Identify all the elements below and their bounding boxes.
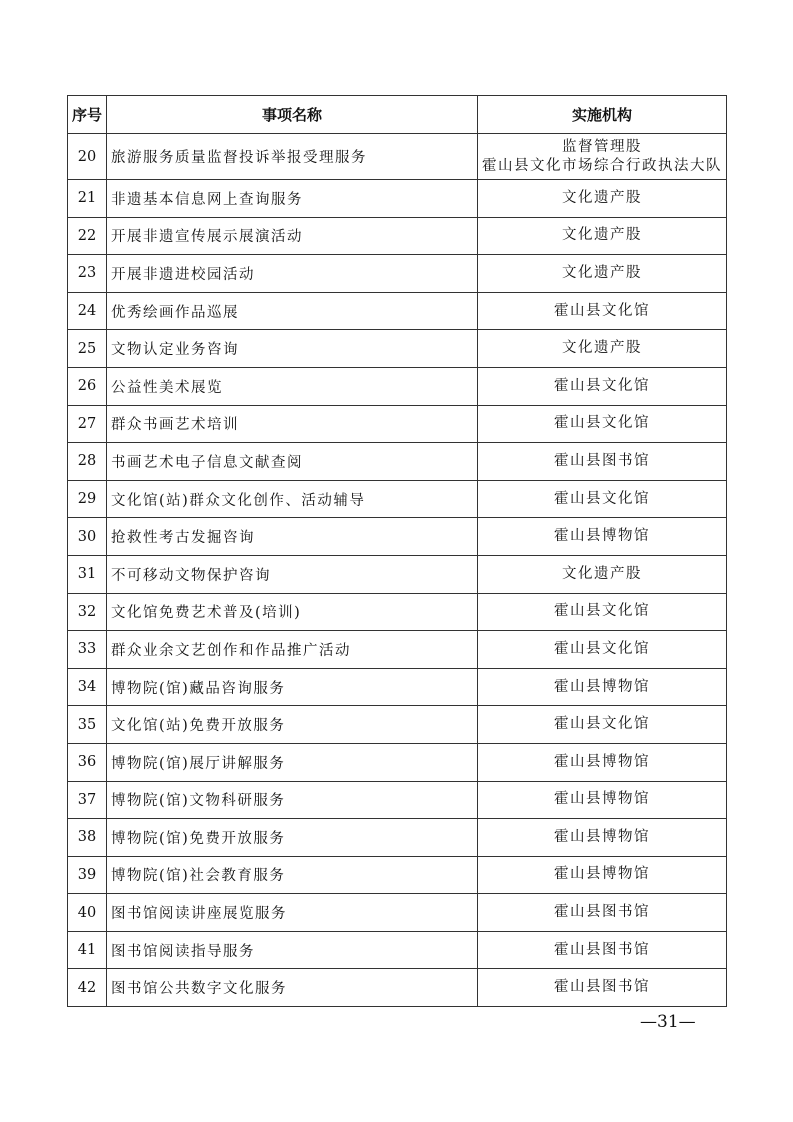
agency-cell [478,367,727,405]
serial-number-cell: 21 [68,180,107,218]
item-name-cell: 开展非遗进校园活动 [107,255,478,293]
serial-number-cell: 37 [68,781,107,819]
item-name-cell: 博物院(馆)藏品咨询服务 [107,668,478,706]
table-row [68,292,727,330]
item-name-cell: 抢救性考古发掘咨询 [107,518,478,556]
page-number: —31— [640,1012,696,1032]
agency-name: 霍山县博物馆 [554,678,650,695]
serial-number-cell: 40 [68,894,107,932]
item-name-cell: 文化馆(站)群众文化创作、活动辅导 [107,480,478,518]
table-row [68,255,727,293]
table-row [68,743,727,781]
serial-number-cell: 38 [68,819,107,857]
table-row [68,217,727,255]
serial-number-cell: 42 [68,969,107,1007]
agency-name: 霍山县文化馆 [554,302,650,319]
agency-cell [478,856,727,894]
agency-cell [478,518,727,556]
services-table [67,95,727,1007]
item-name-cell: 开展非遗宣传展示展演活动 [107,217,478,255]
serial-number-cell: 41 [68,931,107,969]
agency-name: 霍山县图书馆 [554,452,650,469]
serial-number-cell: 35 [68,706,107,744]
table-row [68,631,727,669]
serial-number-cell: 24 [68,292,107,330]
agency-cell [478,969,727,1007]
agency-name: 霍山县图书馆 [554,904,650,921]
table-row [68,856,727,894]
agency-cell [478,631,727,669]
table-row [68,668,727,706]
agency-name: 霍山县博物馆 [554,828,650,845]
table-row [68,180,727,218]
item-name-cell: 书画艺术电子信息文献查阅 [107,443,478,481]
table-row [68,706,727,744]
agency-cell [478,292,727,330]
table-row [68,518,727,556]
header-serial-number: 序号 [68,96,107,134]
table-row [68,931,727,969]
serial-number-cell: 30 [68,518,107,556]
serial-number-cell: 26 [68,367,107,405]
agency-name: 霍山县图书馆 [554,941,650,958]
item-name-cell: 图书馆阅读指导服务 [107,931,478,969]
serial-number-cell: 23 [68,255,107,293]
agency-name: 霍山县文化馆 [554,415,650,432]
item-name-cell: 博物院(馆)免费开放服务 [107,819,478,857]
agency-name: 霍山县图书馆 [554,979,650,996]
item-name-cell: 不可移动文物保护咨询 [107,555,478,593]
item-name-cell: 博物院(馆)文物科研服务 [107,781,478,819]
item-name-cell: 旅游服务质量监督投诉举报受理服务 [107,134,478,180]
table-row [68,593,727,631]
agency-name: 文化遗产股 [562,227,642,244]
item-name-cell: 文物认定业务咨询 [107,330,478,368]
agency-name: 霍山县博物馆 [554,791,650,808]
agency-cell [478,330,727,368]
item-name-cell: 博物院(馆)展厅讲解服务 [107,743,478,781]
serial-number-cell: 33 [68,631,107,669]
agency-name: 文化遗产股 [562,189,642,206]
agency-name: 文化遗产股 [562,340,642,357]
serial-number-cell: 27 [68,405,107,443]
table-row [68,819,727,857]
agency-name: 文化遗产股 [562,264,642,281]
item-name-cell: 群众书画艺术培训 [107,405,478,443]
agency-name: 霍山县文化馆 [554,640,650,657]
agency-cell [478,555,727,593]
agency-name: 监督管理股 [562,138,642,155]
agency-name: 霍山县博物馆 [554,753,650,770]
agency-name: 霍山县博物馆 [554,528,650,545]
agency-cell [478,180,727,218]
table-row [68,405,727,443]
table-row [68,781,727,819]
item-name-cell: 图书馆公共数字文化服务 [107,969,478,1007]
agency-cell [478,894,727,932]
agency-cell [478,480,727,518]
table-row [68,480,727,518]
serial-number-cell: 25 [68,330,107,368]
agency-cell [478,743,727,781]
table-row [68,134,727,180]
table-row [68,555,727,593]
serial-number-cell: 34 [68,668,107,706]
agency-cell [478,931,727,969]
item-name-cell: 群众业余文艺创作和作品推广活动 [107,631,478,669]
agency-name: 霍山县文化馆 [554,490,650,507]
serial-number-cell: 31 [68,555,107,593]
agency-name: 霍山县文化馆 [554,377,650,394]
header-item-name: 事项名称 [107,96,478,134]
serial-number-cell: 28 [68,443,107,481]
agency-cell [478,593,727,631]
agency-cell [478,706,727,744]
serial-number-cell: 22 [68,217,107,255]
item-name-cell: 优秀绘画作品巡展 [107,292,478,330]
table-row [68,443,727,481]
table-body [68,134,727,1007]
serial-number-cell: 36 [68,743,107,781]
agency-name: 霍山县博物馆 [554,866,650,883]
header-implementing-agency: 实施机构 [478,96,727,134]
item-name-cell: 公益性美术展览 [107,367,478,405]
serial-number-cell: 39 [68,856,107,894]
table-header-row [68,96,727,134]
agency-name: 霍山县文化馆 [554,603,650,620]
agency-name: 文化遗产股 [562,565,642,582]
agency-cell [478,134,727,180]
item-name-cell: 非遗基本信息网上查询服务 [107,180,478,218]
agency-cell [478,255,727,293]
item-name-cell: 文化馆免费艺术普及(培训) [107,593,478,631]
agency-cell [478,819,727,857]
table-row [68,969,727,1007]
table-row [68,330,727,368]
agency-cell [478,217,727,255]
serial-number-cell: 20 [68,134,107,180]
item-name-cell: 图书馆阅读讲座展览服务 [107,894,478,932]
item-name-cell: 博物院(馆)社会教育服务 [107,856,478,894]
agency-cell [478,668,727,706]
agency-cell [478,405,727,443]
table-row [68,367,727,405]
serial-number-cell: 29 [68,480,107,518]
item-name-cell: 文化馆(站)免费开放服务 [107,706,478,744]
agency-cell [478,781,727,819]
table-row [68,894,727,932]
agency-name: 霍山县文化市场综合行政执法大队 [482,157,722,174]
serial-number-cell: 32 [68,593,107,631]
agency-cell [478,443,727,481]
agency-name: 霍山县文化馆 [554,716,650,733]
